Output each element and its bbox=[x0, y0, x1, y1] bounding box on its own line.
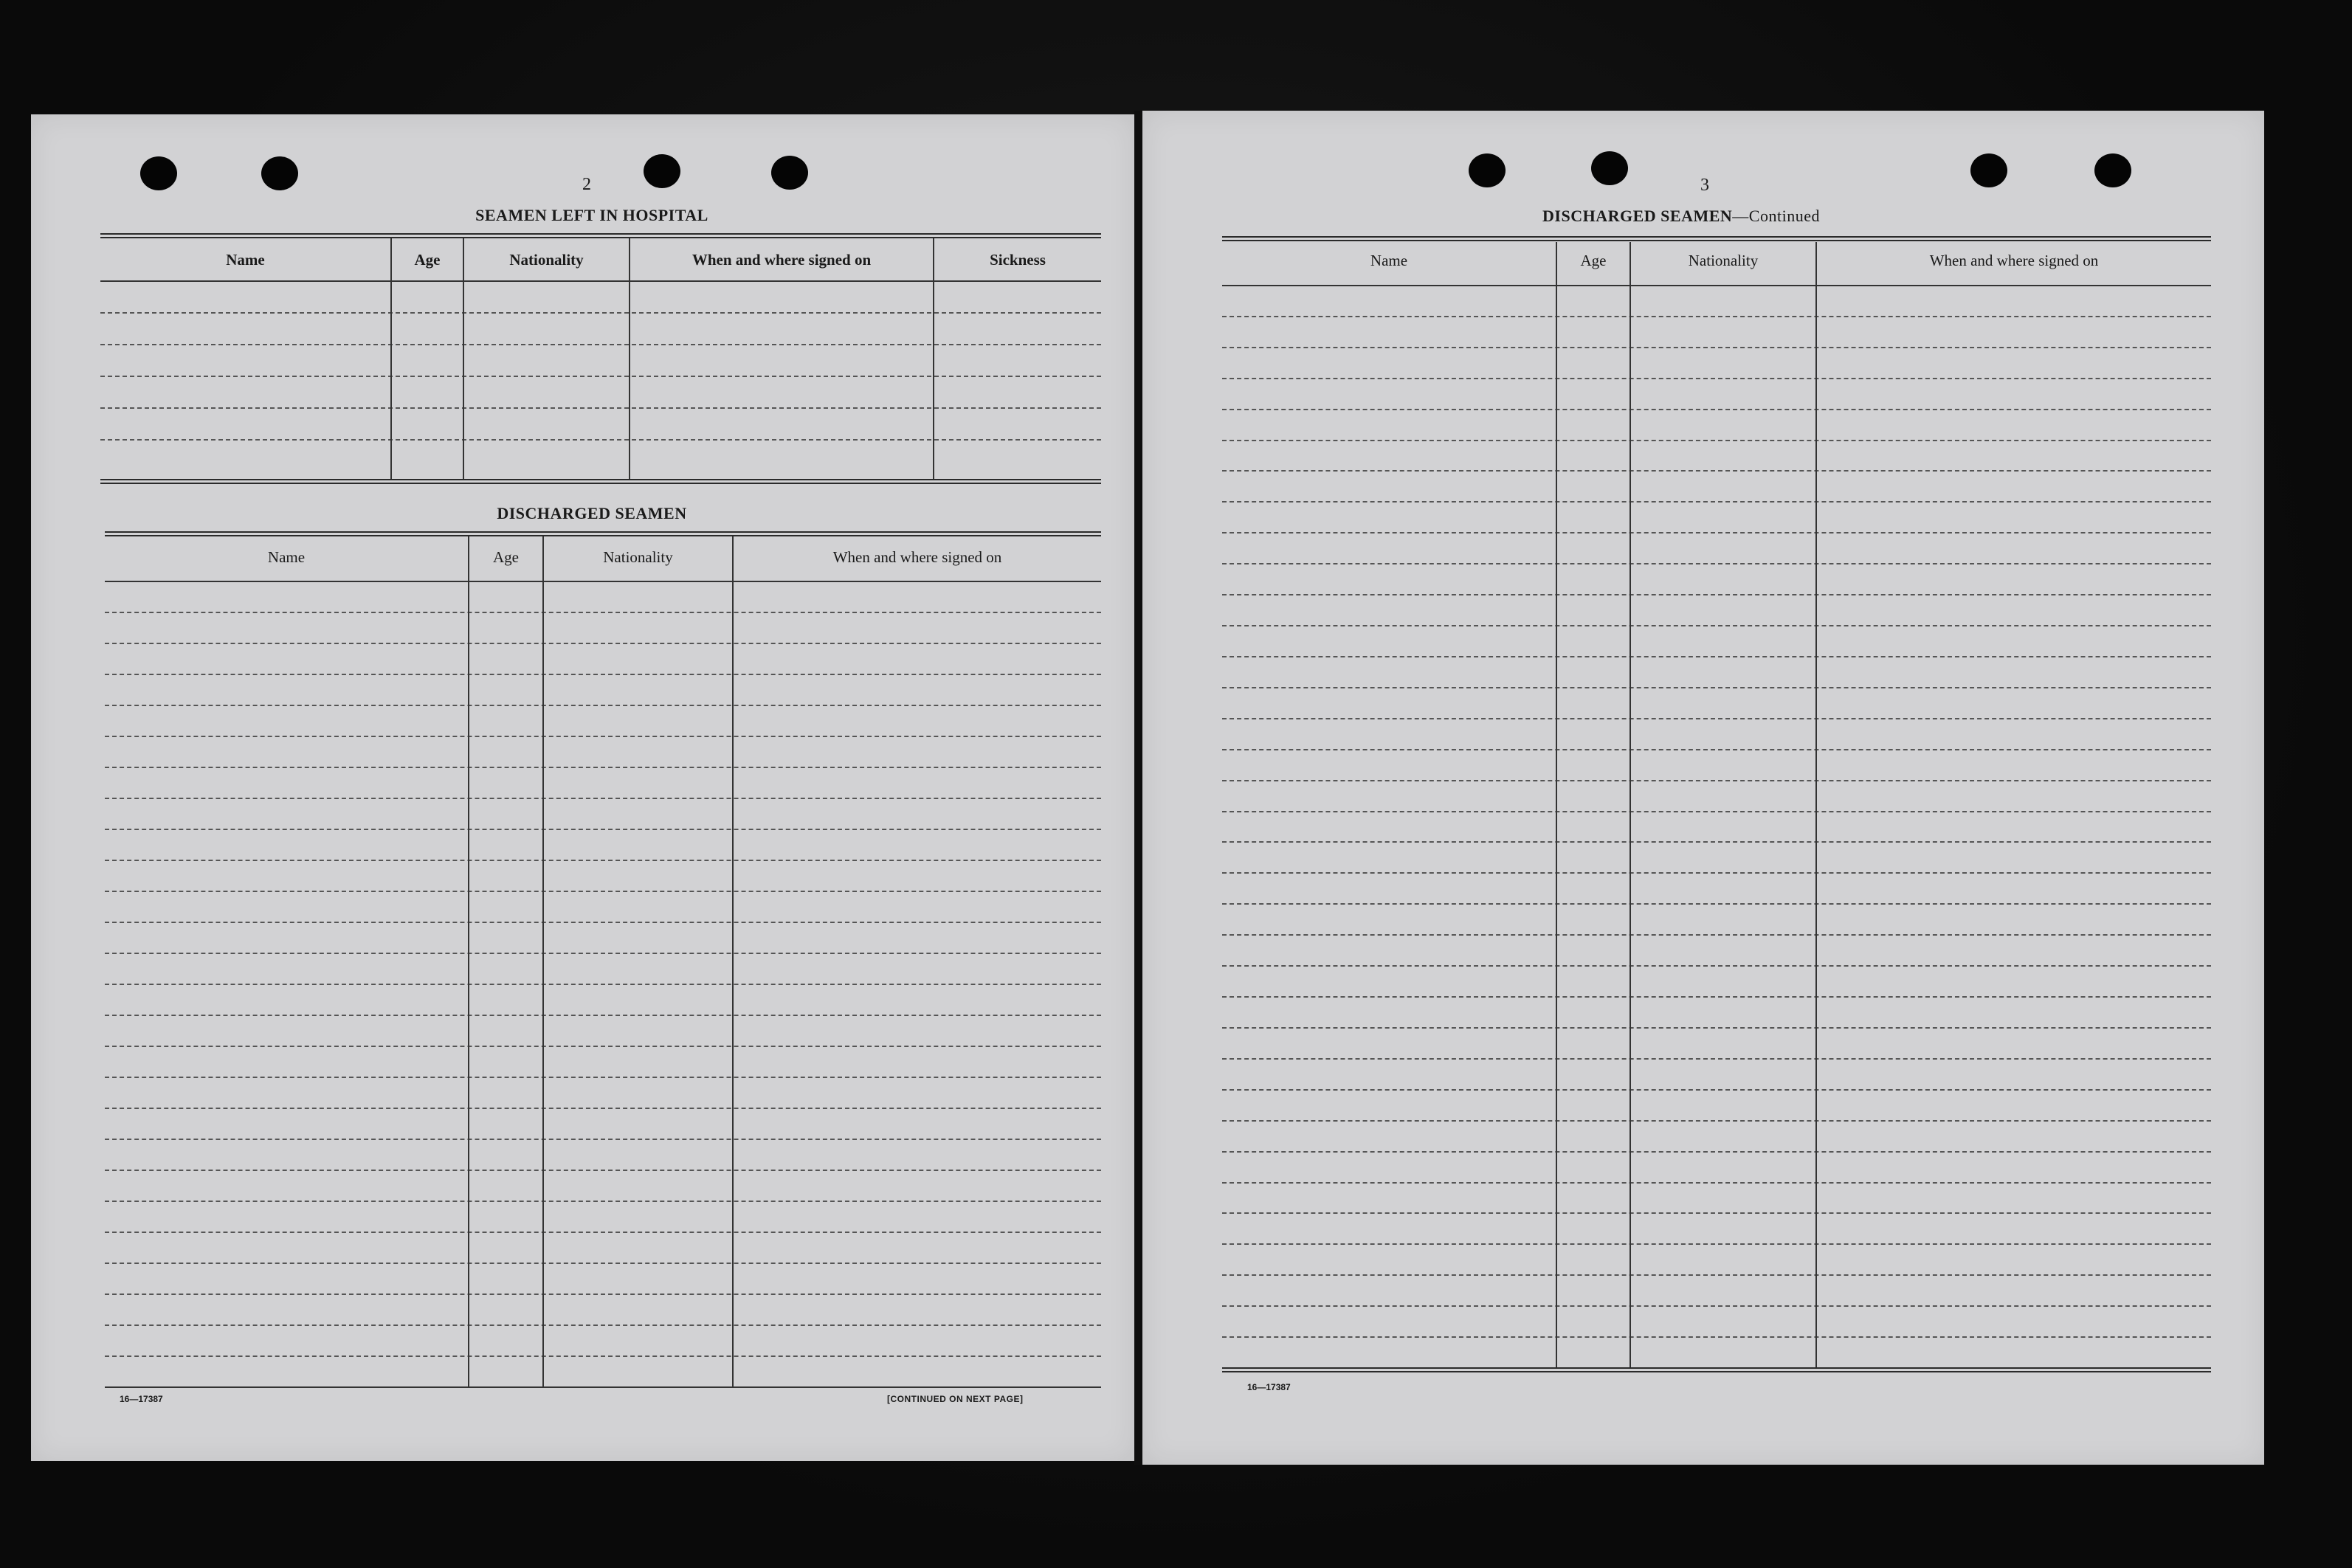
table-bottom-rule bbox=[105, 1386, 1101, 1388]
row-line bbox=[1222, 780, 2211, 781]
form-number: 16—17387 bbox=[1247, 1382, 1291, 1392]
discharged-section-title: DISCHARGED SEAMEN bbox=[497, 504, 687, 522]
page-number: 2 bbox=[582, 175, 591, 194]
row-line bbox=[1222, 594, 2211, 595]
punch-hole bbox=[771, 156, 808, 190]
hospital-section-title: SEAMEN LEFT IN HOSPITAL bbox=[475, 206, 708, 224]
column-header-name: Name bbox=[226, 251, 265, 269]
row-line bbox=[105, 922, 1101, 923]
column-divider bbox=[1556, 242, 1557, 1367]
column-header-nationality: Nationality bbox=[603, 548, 673, 566]
column-header-signed-on: When and where signed on bbox=[1929, 252, 2099, 269]
punch-hole bbox=[1591, 151, 1628, 185]
row-line bbox=[105, 1170, 1101, 1171]
column-header-name: Name bbox=[267, 548, 306, 566]
punch-hole bbox=[1970, 153, 2007, 187]
continued-suffix: —Continued bbox=[1732, 207, 1820, 225]
punch-hole bbox=[261, 156, 298, 190]
header-rule bbox=[1222, 285, 2211, 286]
punch-hole bbox=[644, 154, 680, 188]
row-line bbox=[1222, 440, 2211, 441]
row-line bbox=[1222, 501, 2211, 502]
continued-note: [CONTINUED ON NEXT PAGE] bbox=[887, 1394, 1024, 1404]
row-line bbox=[1222, 656, 2211, 657]
row-line bbox=[1222, 1120, 2211, 1122]
row-line bbox=[105, 984, 1101, 985]
row-line bbox=[105, 1232, 1101, 1233]
section-title-text: DISCHARGED SEAMEN bbox=[1542, 207, 1733, 225]
row-line bbox=[1222, 1027, 2211, 1029]
row-line bbox=[1222, 1151, 2211, 1153]
row-line bbox=[105, 1015, 1101, 1016]
row-line bbox=[1222, 532, 2211, 533]
column-header-name: Name bbox=[1370, 252, 1408, 269]
row-line bbox=[1222, 934, 2211, 936]
row-line bbox=[105, 1201, 1101, 1202]
row-line bbox=[100, 312, 1101, 314]
right-page bbox=[1142, 111, 2264, 1465]
row-line bbox=[1222, 409, 2211, 410]
row-line bbox=[100, 344, 1101, 345]
column-header-sickness: Sickness bbox=[990, 251, 1046, 269]
row-line bbox=[105, 829, 1101, 830]
row-line bbox=[105, 1324, 1101, 1326]
column-divider bbox=[463, 238, 464, 479]
column-header-nationality: Nationality bbox=[1688, 252, 1759, 269]
row-line bbox=[105, 953, 1101, 954]
column-header-age: Age bbox=[493, 548, 519, 566]
column-header-nationality: Nationality bbox=[509, 251, 584, 269]
punch-hole bbox=[1469, 153, 1506, 187]
row-line bbox=[1222, 1212, 2211, 1214]
row-line bbox=[1222, 687, 2211, 688]
row-line bbox=[100, 376, 1101, 377]
binding-gutter bbox=[1134, 111, 1142, 1465]
row-line bbox=[105, 798, 1101, 799]
column-divider bbox=[390, 238, 392, 479]
table-bottom-rule bbox=[1222, 1367, 2211, 1372]
row-line bbox=[105, 1046, 1101, 1047]
page-number: 3 bbox=[1700, 176, 1709, 195]
header-rule bbox=[105, 581, 1101, 582]
row-line bbox=[1222, 378, 2211, 379]
row-line bbox=[1222, 470, 2211, 472]
punch-hole bbox=[140, 156, 177, 190]
row-line bbox=[105, 767, 1101, 768]
row-line bbox=[105, 736, 1101, 737]
row-line bbox=[105, 1139, 1101, 1140]
row-line bbox=[105, 1077, 1101, 1078]
row-line bbox=[105, 1108, 1101, 1109]
discharged-continued-title bbox=[1452, 207, 1910, 226]
row-line bbox=[1222, 347, 2211, 348]
row-line bbox=[1222, 625, 2211, 626]
row-line bbox=[105, 1294, 1101, 1295]
row-line bbox=[105, 1263, 1101, 1264]
row-line bbox=[105, 674, 1101, 675]
column-header-signed-on: When and where signed on bbox=[832, 548, 1002, 566]
row-line bbox=[1222, 841, 2211, 843]
column-header-age: Age bbox=[414, 251, 441, 269]
row-line bbox=[100, 439, 1101, 441]
row-line bbox=[1222, 1089, 2211, 1091]
row-line bbox=[105, 612, 1101, 613]
row-line bbox=[1222, 316, 2211, 317]
table-rule bbox=[105, 531, 1101, 536]
row-line bbox=[1222, 1274, 2211, 1276]
column-divider bbox=[732, 536, 734, 1386]
column-header-age: Age bbox=[1580, 252, 1607, 269]
row-line bbox=[1222, 811, 2211, 812]
table-rule bbox=[100, 233, 1101, 238]
row-line bbox=[1222, 749, 2211, 750]
table-rule bbox=[100, 479, 1101, 484]
row-line bbox=[1222, 1058, 2211, 1060]
row-line bbox=[1222, 1182, 2211, 1184]
row-line bbox=[1222, 1243, 2211, 1245]
row-line bbox=[1222, 563, 2211, 564]
form-number: 16—17387 bbox=[120, 1394, 163, 1404]
column-header-signed-on: When and where signed on bbox=[692, 251, 872, 269]
column-divider bbox=[1629, 242, 1631, 1367]
row-line bbox=[1222, 872, 2211, 874]
column-divider bbox=[933, 238, 934, 479]
header-rule bbox=[100, 280, 1101, 282]
row-line bbox=[105, 643, 1101, 644]
column-divider bbox=[629, 238, 630, 479]
row-line bbox=[1222, 1305, 2211, 1307]
row-line bbox=[1222, 1336, 2211, 1338]
column-divider bbox=[542, 536, 544, 1386]
row-line bbox=[1222, 996, 2211, 998]
row-line bbox=[105, 891, 1101, 892]
row-line bbox=[105, 705, 1101, 706]
row-line bbox=[105, 1355, 1101, 1357]
row-line bbox=[1222, 903, 2211, 905]
punch-hole bbox=[2094, 153, 2131, 187]
left-page bbox=[31, 114, 1134, 1461]
row-line bbox=[1222, 965, 2211, 967]
column-divider bbox=[1815, 242, 1817, 1367]
row-line bbox=[100, 407, 1101, 409]
row-line bbox=[1222, 718, 2211, 719]
column-divider bbox=[468, 536, 469, 1386]
table-rule bbox=[1222, 236, 2211, 241]
row-line bbox=[105, 860, 1101, 861]
